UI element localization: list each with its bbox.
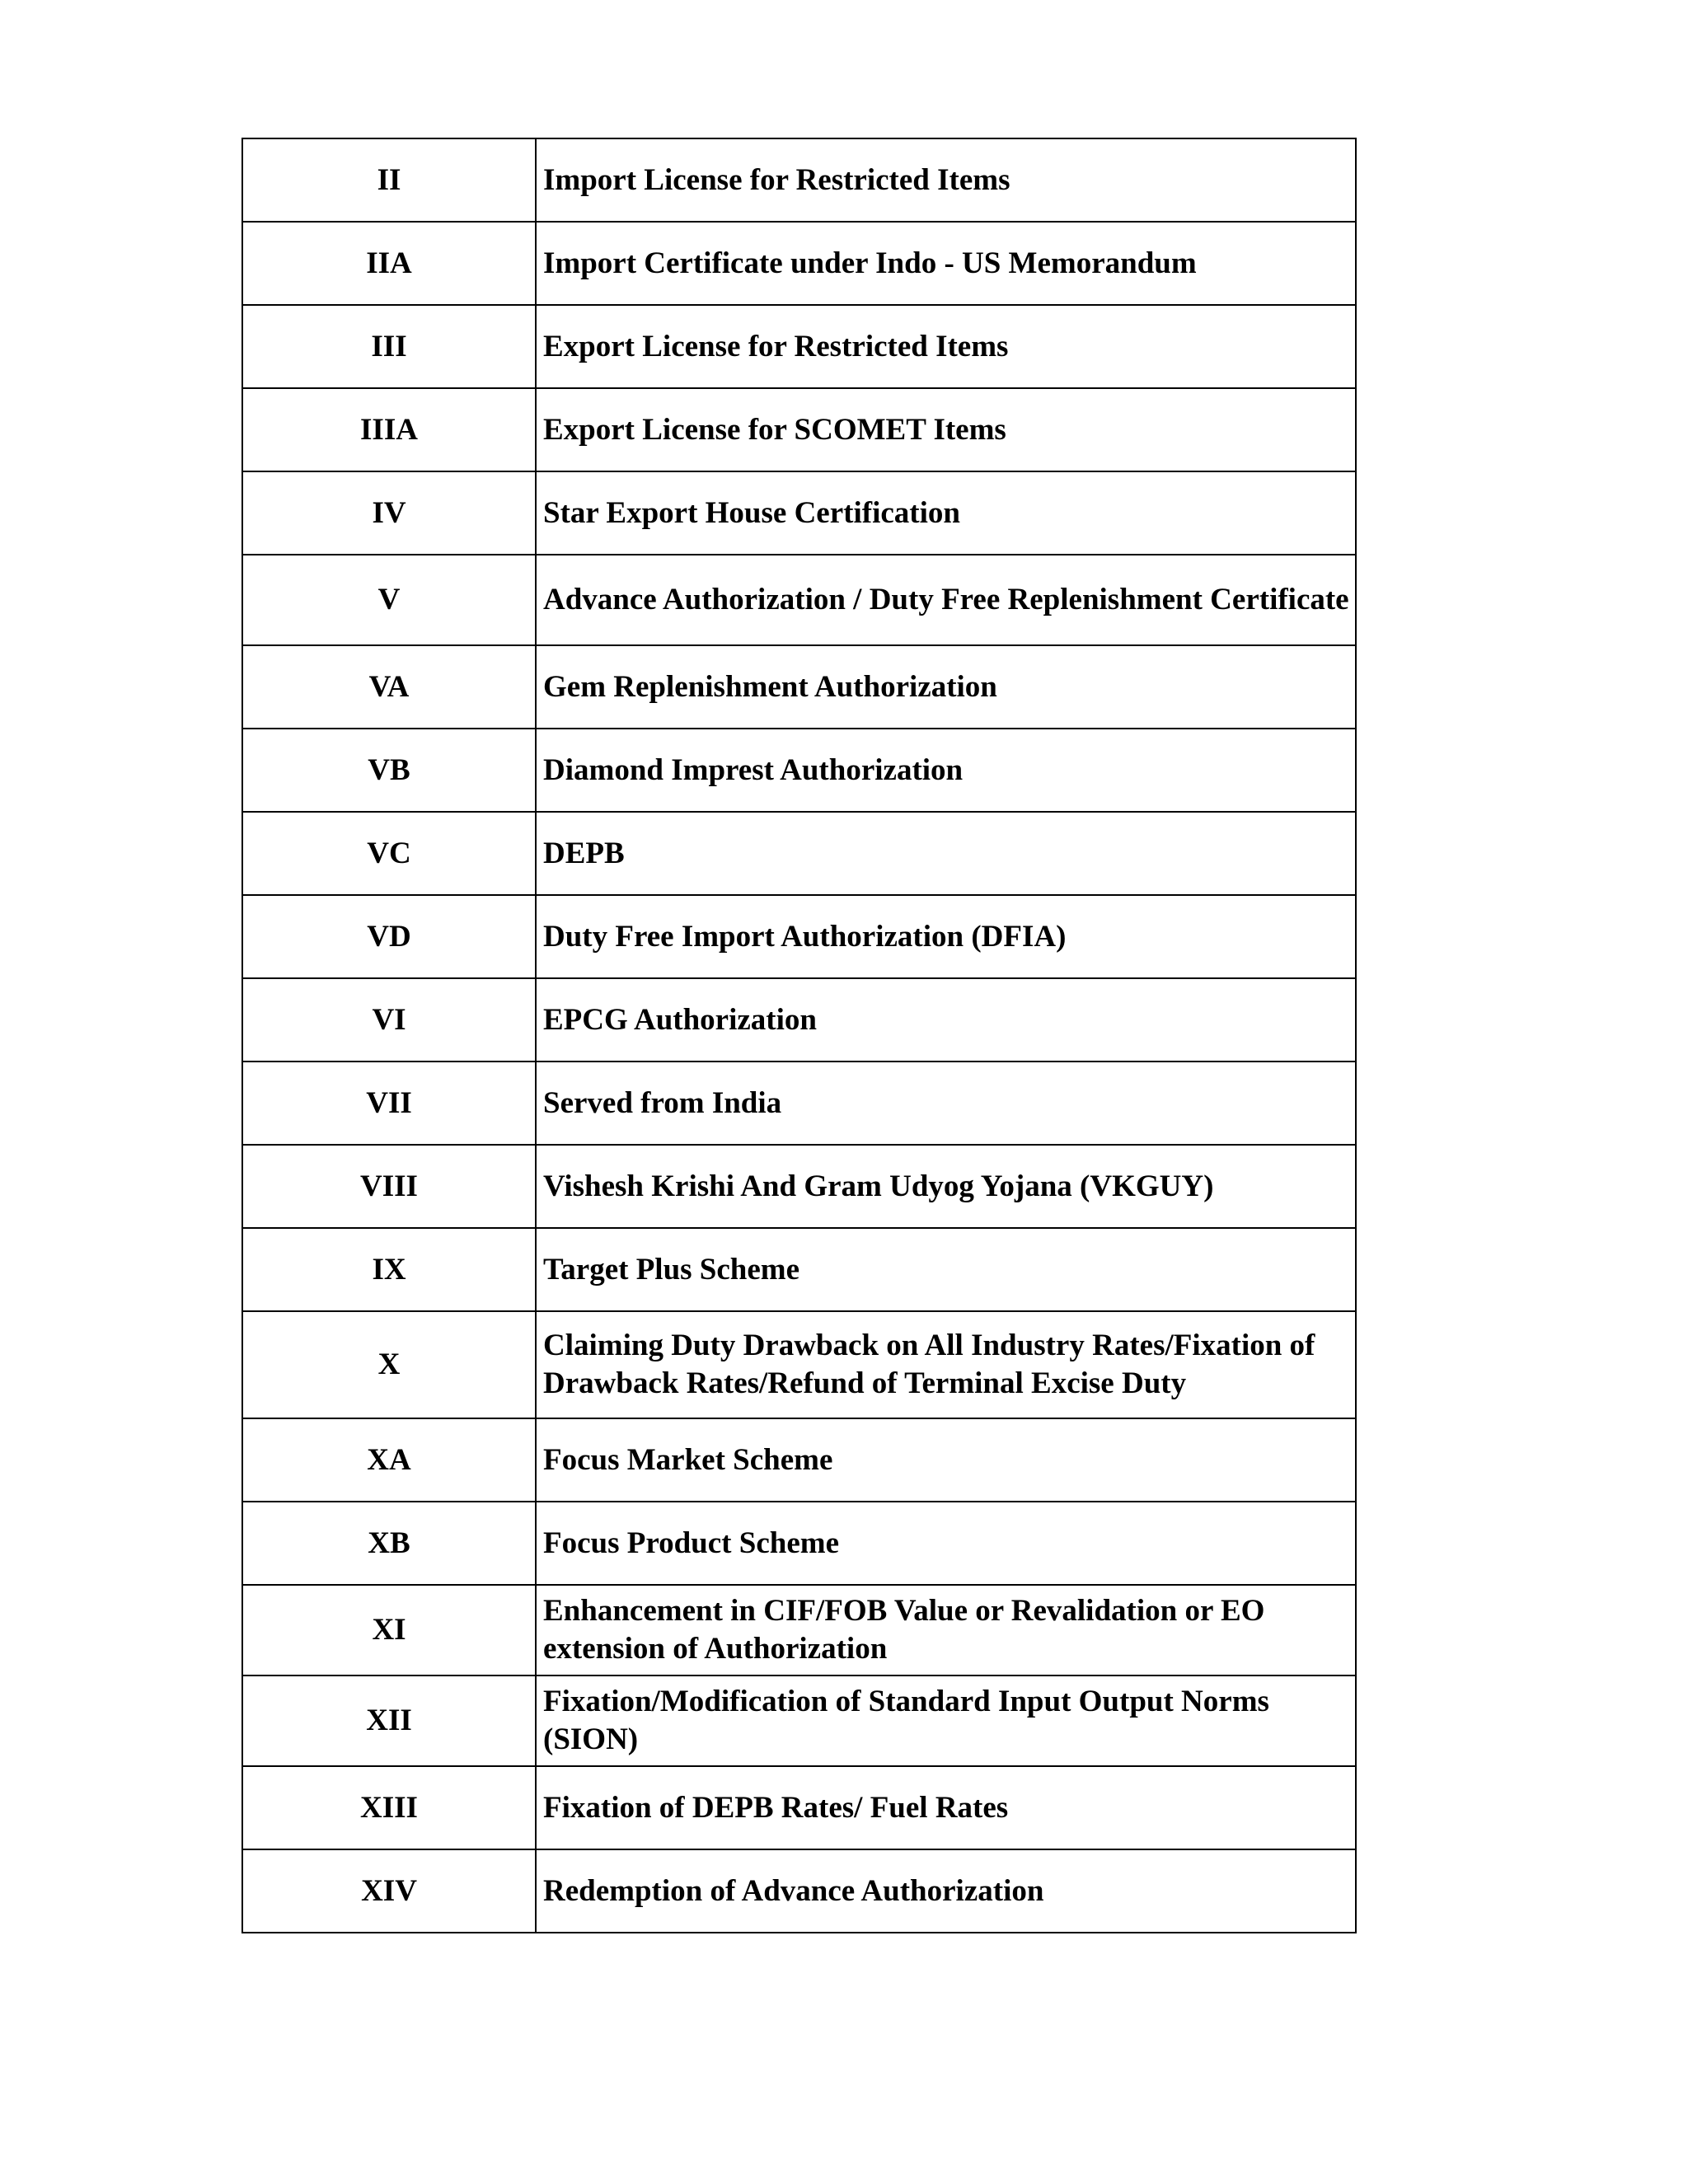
table-row: [242, 895, 1356, 978]
row-number: III: [242, 305, 536, 388]
row-description: Enhancement in CIF/FOB Value or Revalidation or EO extension of Authorization: [536, 1585, 1356, 1675]
row-number: VB: [242, 729, 536, 812]
row-number: VA: [242, 645, 536, 729]
table-row: [242, 471, 1356, 555]
row-number: IIA: [242, 222, 536, 305]
row-description: Star Export House Certification: [536, 471, 1356, 555]
row-description: Export License for Restricted Items: [536, 305, 1356, 388]
table-row: [242, 1766, 1356, 1849]
table-row: [242, 645, 1356, 729]
table-row: [242, 388, 1356, 471]
table-row: [242, 812, 1356, 895]
row-number: XA: [242, 1418, 536, 1502]
row-number: VD: [242, 895, 536, 978]
row-description: Target Plus Scheme: [536, 1228, 1356, 1311]
table-row: [242, 222, 1356, 305]
row-description: Focus Market Scheme: [536, 1418, 1356, 1502]
table-row: [242, 1062, 1356, 1145]
row-description: Served from India: [536, 1062, 1356, 1145]
row-number: XI: [242, 1585, 536, 1675]
row-description: Gem Replenishment Authorization: [536, 645, 1356, 729]
row-number: IIIA: [242, 388, 536, 471]
row-number: XIII: [242, 1766, 536, 1849]
row-description: Export License for SCOMET Items: [536, 388, 1356, 471]
row-number: XB: [242, 1502, 536, 1585]
table-row: [242, 1849, 1356, 1933]
table-row: [242, 555, 1356, 645]
row-description: Diamond Imprest Authorization: [536, 729, 1356, 812]
table-row: [242, 729, 1356, 812]
table-row: [242, 1145, 1356, 1228]
row-description: Vishesh Krishi And Gram Udyog Yojana (VKGUY): [536, 1145, 1356, 1228]
row-number: IX: [242, 1228, 536, 1311]
table-row: [242, 1418, 1356, 1502]
row-description: Duty Free Import Authorization (DFIA): [536, 895, 1356, 978]
table-row: [242, 1311, 1356, 1418]
table-row: [242, 138, 1356, 222]
table-row: [242, 305, 1356, 388]
row-description: Import License for Restricted Items: [536, 138, 1356, 222]
table-row: [242, 1675, 1356, 1766]
table-row: [242, 1502, 1356, 1585]
row-number: VIII: [242, 1145, 536, 1228]
row-description: DEPB: [536, 812, 1356, 895]
table-row: [242, 978, 1356, 1062]
table-row: [242, 1585, 1356, 1675]
row-description: EPCG Authorization: [536, 978, 1356, 1062]
row-number: IV: [242, 471, 536, 555]
row-description: Fixation of DEPB Rates/ Fuel Rates: [536, 1766, 1356, 1849]
row-number: VC: [242, 812, 536, 895]
row-number: XIV: [242, 1849, 536, 1933]
row-description: Import Certificate under Indo - US Memorandum: [536, 222, 1356, 305]
row-number: VII: [242, 1062, 536, 1145]
row-description: Fixation/Modification of Standard Input Output Norms (SION): [536, 1675, 1356, 1766]
row-description: Advance Authorization / Duty Free Replenishment Certificate: [536, 555, 1356, 645]
row-number: VI: [242, 978, 536, 1062]
table-row: [242, 1228, 1356, 1311]
forms-table: [241, 138, 1357, 1933]
row-description: Focus Product Scheme: [536, 1502, 1356, 1585]
row-number: X: [242, 1311, 536, 1418]
row-number: II: [242, 138, 536, 222]
row-number: XII: [242, 1675, 536, 1766]
row-description: Redemption of Advance Authorization: [536, 1849, 1356, 1933]
row-number: V: [242, 555, 536, 645]
row-description: Claiming Duty Drawback on All Industry Rates/Fixation of Drawback Rates/Refund of Terminal Excise Duty: [536, 1311, 1356, 1418]
